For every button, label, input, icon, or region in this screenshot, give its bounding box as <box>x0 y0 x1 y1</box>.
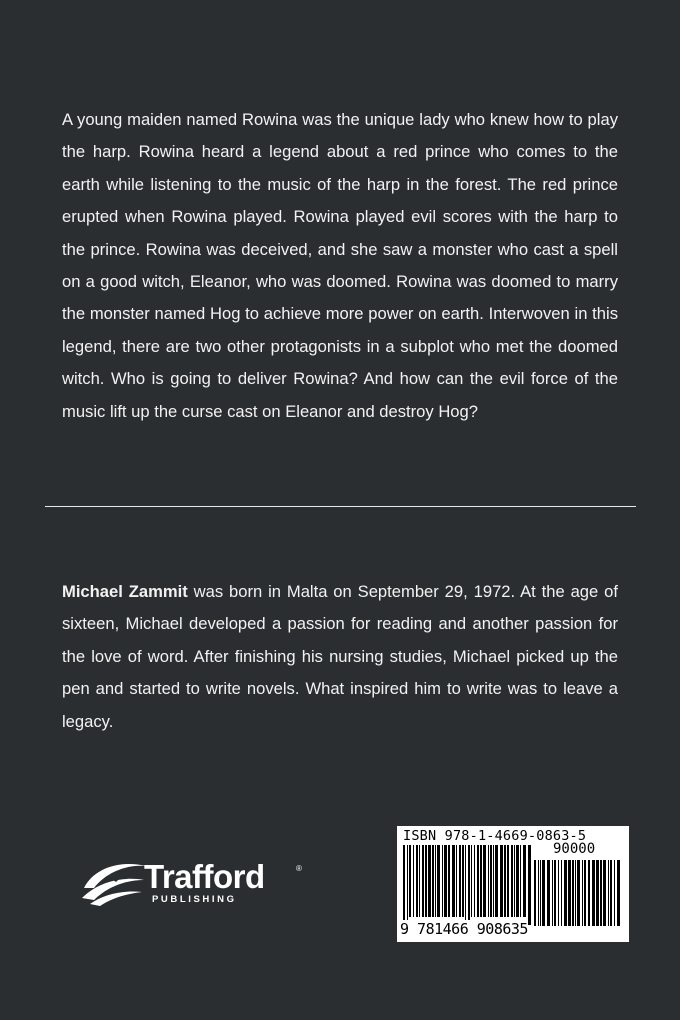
barcode-bar <box>584 860 586 926</box>
barcode-bar <box>514 845 515 917</box>
barcode-bar <box>572 860 574 926</box>
barcode-bar <box>419 845 420 917</box>
barcode-bar <box>523 845 526 917</box>
barcode-bar <box>554 860 556 926</box>
barcode-bar <box>435 845 436 917</box>
barcode-bar <box>480 845 482 917</box>
barcode-bar <box>442 845 443 917</box>
barcode-bar <box>444 845 447 917</box>
barcode-bar <box>462 845 464 917</box>
barcode-bar <box>409 845 411 917</box>
isbn-barcode <box>397 826 629 942</box>
barcode-bar <box>540 860 541 926</box>
barcode-bar <box>507 845 509 917</box>
barcode-bar <box>542 860 545 926</box>
barcode-bar <box>459 845 461 917</box>
publisher-subtitle: PUBLISHING <box>152 894 237 905</box>
barcode-bar <box>452 845 455 917</box>
barcode-bar <box>465 845 466 925</box>
barcode-bar <box>528 845 531 925</box>
barcode-bar <box>547 860 550 926</box>
barcode-bar <box>534 860 536 926</box>
barcode-bar <box>416 845 418 917</box>
barcode-bar <box>600 860 602 926</box>
barcode-bar <box>422 845 424 917</box>
barcode-bar <box>413 845 414 917</box>
barcode-bar <box>610 860 612 926</box>
barcode-bar <box>432 845 434 917</box>
barcode-bar <box>488 845 489 917</box>
registered-mark: ® <box>296 864 302 873</box>
section-divider <box>45 506 636 507</box>
barcode-bar <box>614 860 615 926</box>
barcode-bar <box>477 845 479 917</box>
barcode-number: 9 781466 908635 <box>400 920 528 938</box>
barcode-bar <box>592 860 595 926</box>
author-bio <box>62 576 618 738</box>
barcode-bar <box>577 860 580 926</box>
barcode-bar <box>603 860 606 926</box>
barcode-bar <box>500 845 503 917</box>
book-blurb: A young maiden named Rowina was the unique lady who knew how to play the harp. Rowina heard a legend about a red prince who comes to the earth while listening to the music of the harp in the forest. The red prince erupted when Rowina played. Rowina played evil scores with the harp to the prince. Rowina was deceived, and she saw a monster who cast a spell on a good witch, Eleanor, who was doomed. Rowina was doomed to marry the monster named Hog to achieve more power on earth. Interwoven in this legend, there are two other protagonists in a subplot who met the doomed witch. Who is going to deliver Rowina? And how can the evil force of the music lift up the curse cast on Eleanor and destroy Hog? <box>62 110 618 421</box>
barcode-bar <box>617 860 620 926</box>
barcode-bar <box>495 845 498 917</box>
barcode-bar <box>511 845 513 917</box>
barcode-bar <box>483 845 486 917</box>
barcode-addon-bars <box>534 860 624 938</box>
barcode-bar <box>516 845 519 917</box>
barcode-bar <box>520 845 521 917</box>
barcode-bar <box>568 860 571 926</box>
barcode-bar <box>575 860 576 926</box>
trafford-swoosh-logo-icon <box>80 858 150 908</box>
barcode-bar <box>504 845 506 917</box>
barcode-bar <box>407 845 408 925</box>
barcode-bar <box>558 860 559 926</box>
barcode-bar <box>596 860 599 926</box>
barcode-bar <box>490 845 492 917</box>
barcode-bar <box>582 860 583 926</box>
barcode-bar <box>564 860 567 926</box>
barcode-bar <box>428 845 431 917</box>
barcode-bar <box>588 860 590 926</box>
barcode-bar <box>437 845 440 917</box>
barcode-bar <box>561 860 562 926</box>
barcode-bar <box>493 845 494 917</box>
barcode-bar <box>538 860 539 926</box>
barcode-bar <box>448 845 450 917</box>
author-bio-text: was born in Malta on September 29, 1972. At the age of sixteen, Michael developed a passion for reading and another passion for the love of word. After finishing his nursing studies, Michael picked up the pen and started to write novels. What inspired him to write was to leave a legacy. <box>62 582 618 731</box>
barcode-bars <box>403 845 531 925</box>
barcode-bar <box>474 845 475 917</box>
barcode-bar <box>471 845 472 917</box>
barcode-bar <box>425 845 427 917</box>
barcode-bar <box>552 860 553 926</box>
author-name: Michael Zammit <box>62 582 188 601</box>
barcode-bar <box>403 845 405 925</box>
barcode-bar <box>468 845 470 925</box>
publisher-name: Trafford <box>144 858 265 895</box>
publisher-logo <box>80 858 310 910</box>
barcode-bar <box>456 845 457 917</box>
isbn-label: ISBN 978-1-4669-0863-5 <box>403 828 587 844</box>
barcode-addon-number: 90000 <box>553 841 596 857</box>
barcode-bar <box>608 860 609 926</box>
